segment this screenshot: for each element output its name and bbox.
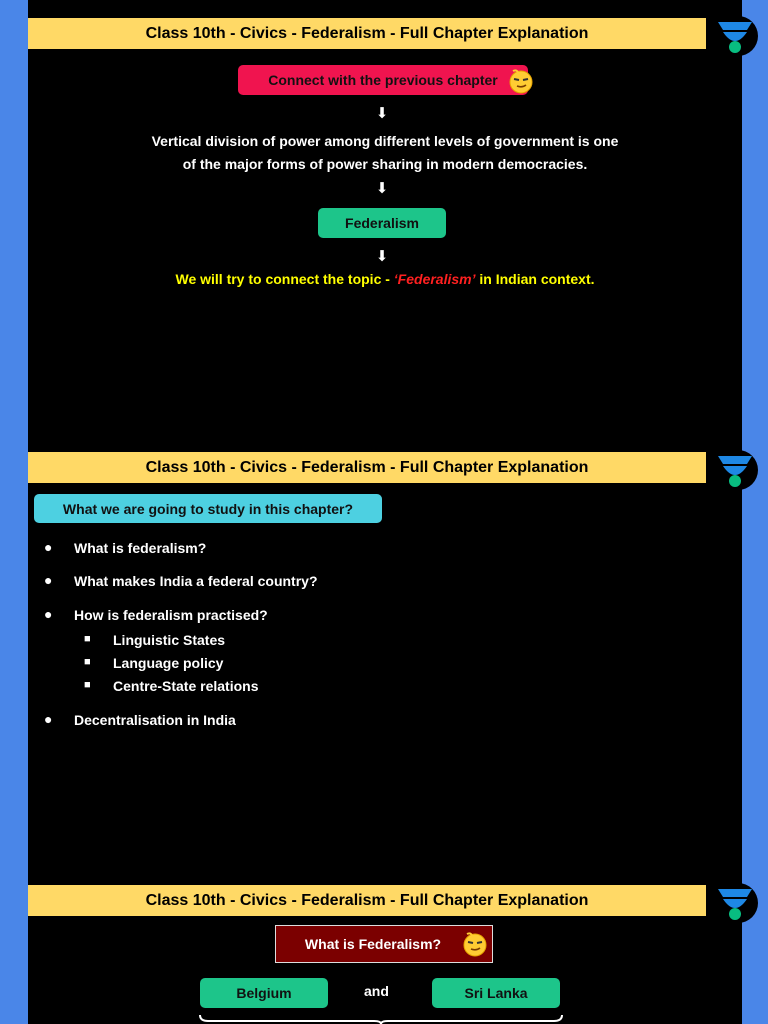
square-bullet-icon: ■ [84,679,91,691]
belgium-label [200,978,328,1008]
sri-lanka-label-text: Sri Lanka [464,985,528,1001]
unacademy-logo-icon [712,450,758,490]
description-line-1: Vertical division of power among different levels of government is one [151,133,619,149]
and-text: and [364,983,389,999]
smirking-face-emoji-icon [508,68,534,94]
study-topics-label [34,494,382,523]
bullet-icon: ● [44,711,53,727]
connect-previous-chapter-label [238,65,528,95]
unacademy-logo-icon [712,16,758,56]
context-text [28,271,742,287]
what-is-federalism-label [275,925,493,963]
brace-connector [198,1015,564,1024]
federalism-label [318,208,446,238]
unacademy-logo-icon [712,883,758,923]
context-suffix: in Indian context. [475,271,595,287]
slide-3 [28,883,742,1024]
study-label-text: What we are going to study in this chapter? [62,500,354,517]
question-label-text: What is Federalism? [304,936,442,952]
smirking-face-emoji-icon [462,931,488,957]
down-arrow-icon: ⬇ [375,248,389,265]
description-text [28,130,742,176]
bullet-icon: ● [44,606,53,622]
square-bullet-icon: ■ [84,656,91,668]
description-line-2: of the major forms of power sharing in modern democracies. [182,156,588,172]
slide-title: Class 10th - Civics - Federalism - Full Chapter Explanation [28,452,706,483]
slide-1 [28,0,742,450]
square-bullet-icon: ■ [84,633,91,645]
bullet-icon: ● [44,539,53,555]
down-arrow-icon: ⬇ [375,105,389,122]
bullet-icon: ● [44,572,53,588]
down-arrow-icon: ⬇ [375,180,389,197]
context-prefix: We will try to connect the topic - [175,271,394,287]
slide-2: Class 10th - Civics - Federalism - Full Chapter Explanation What we are going to study in this chapter? ● What is federalism? ● What makes India a federal country? ● How is federalism practised? ■ Linguistic States ■ Language policy ■ Centre-State relations ● Decentralisation in India [28,450,742,883]
slide-title: Class 10th - Civics - Federalism - Full Chapter Explanation [28,18,706,49]
sri-lanka-label [432,978,560,1008]
connect-label-text: Connect with the previous chapter [268,72,498,88]
belgium-label-text: Belgium [236,985,292,1001]
federalism-label-text: Federalism [345,215,419,231]
slide-title: Class 10th - Civics - Federalism - Full Chapter Explanation [28,885,706,916]
context-topic: ‘Federalism’ [393,271,476,287]
